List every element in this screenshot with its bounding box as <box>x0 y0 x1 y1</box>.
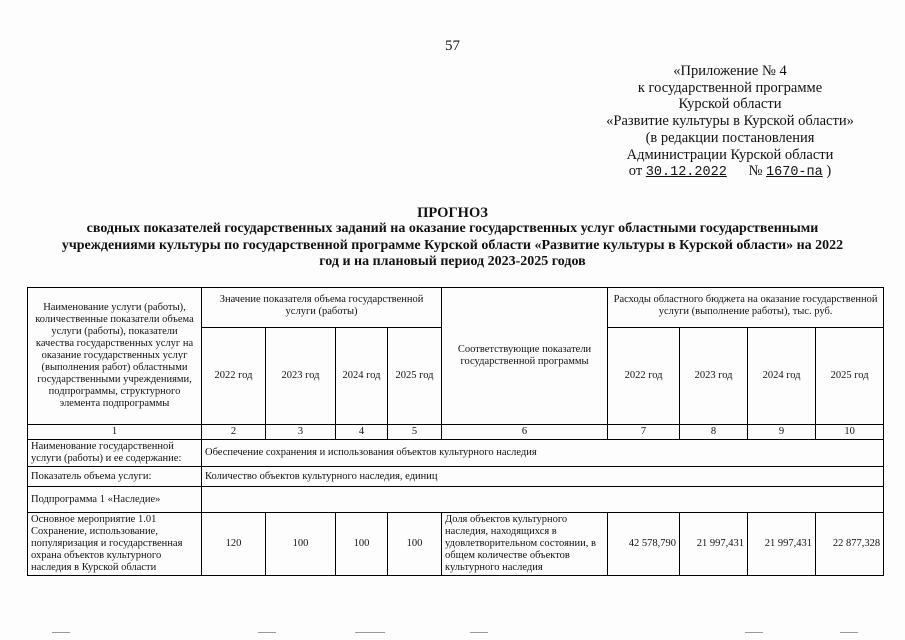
measure-volume-2024: 100 <box>336 513 388 576</box>
measure-indicator: Доля объектов культурного наследия, находящихся в удовлетворительном состоянии, в общем количестве объектов культурного наследия <box>442 513 608 576</box>
year-header-volume-2025: 2025 год <box>388 328 442 425</box>
footer-divider <box>840 632 858 633</box>
year-header-expense-2022: 2022 год <box>608 328 680 425</box>
footer-divider <box>52 632 70 633</box>
measure-volume-2022: 120 <box>202 513 266 576</box>
volume-label: Показатель объема услуги: <box>28 467 202 487</box>
appendix-date-line <box>560 163 900 182</box>
measure-volume-2025: 100 <box>388 513 442 576</box>
appendix-line-6: Администрации Курской области <box>626 146 834 163</box>
header-row-1 <box>28 288 884 328</box>
volume-row <box>28 467 884 487</box>
subprogram-label: Подпрограмма 1 «Наследие» <box>28 487 202 513</box>
col1-header: Наименование услуги (работы), количественные показатели объема услуги (работы), показатели качества государственных услуг на оказание государственных услуг (выполнения работ) областными государственными учреждениями, подпрограммы, структурного элемента подпрограммы <box>28 288 202 425</box>
indicators-header: Соответствующие показатели государственной программы <box>442 288 608 425</box>
volume-header: Значение показателя объема государственной услуги (работы) <box>202 288 442 328</box>
appendix-line-4: «Развитие культуры в Курской области» <box>606 113 854 130</box>
col-number: 2 <box>202 425 266 440</box>
measure-row <box>28 513 884 576</box>
col-number: 4 <box>336 425 388 440</box>
measure-volume-2023: 100 <box>266 513 336 576</box>
appendix-line-2: к государственной программе <box>637 79 823 96</box>
subprogram-empty <box>202 487 884 513</box>
number-value: 1670-па <box>766 165 823 181</box>
col-number: 1 <box>28 425 202 440</box>
measure-expense-2022: 42 578,790 <box>608 513 680 576</box>
measure-expense-2025: 22 877,328 <box>816 513 884 576</box>
year-header-expense-2025: 2025 год <box>816 328 884 425</box>
appendix-block <box>560 63 900 182</box>
date-prefix: от <box>628 163 643 180</box>
volume-value: Количество объектов культурного наследия, единиц <box>202 467 884 487</box>
service-value: Обеспечение сохранения и использования объектов культурного наследия <box>202 440 884 467</box>
measure-expense-2023: 21 997,431 <box>680 513 748 576</box>
col-number: 5 <box>388 425 442 440</box>
appendix-line-3: Курской области <box>678 96 782 113</box>
measure-expense-2024: 21 997,431 <box>748 513 816 576</box>
column-number-row <box>28 425 884 440</box>
number-prefix: № <box>748 163 763 180</box>
footer-divider <box>355 632 385 633</box>
service-row <box>28 440 884 467</box>
closing-paren: ) <box>826 163 832 180</box>
expenses-header: Расходы областного бюджета на оказание государственной услуги (выполнение работы), тыс. руб. <box>608 288 884 328</box>
forecast-table <box>27 287 884 576</box>
col-number: 6 <box>442 425 608 440</box>
appendix-line-5: (в редакции постановления <box>645 129 815 146</box>
year-header-expense-2023: 2023 год <box>680 328 748 425</box>
subprogram-row <box>28 487 884 513</box>
page-number: 57 <box>445 38 460 54</box>
date-value: 30.12.2022 <box>645 165 727 181</box>
year-header-volume-2023: 2023 год <box>266 328 336 425</box>
year-header-volume-2022: 2022 год <box>202 328 266 425</box>
appendix-line-1: «Приложение № 4 <box>673 63 787 79</box>
measure-label: Основное мероприятие 1.01 Сохранение, использование, популяризация и государственная охрана объектов культурного наследия в Курской области <box>28 513 202 576</box>
col-number: 8 <box>680 425 748 440</box>
year-header-volume-2024: 2024 год <box>336 328 388 425</box>
footer-divider <box>745 632 763 633</box>
footer-divider <box>470 632 488 633</box>
col-number: 7 <box>608 425 680 440</box>
footer-divider <box>258 632 276 633</box>
col-number: 10 <box>816 425 884 440</box>
year-header-expense-2024: 2024 год <box>748 328 816 425</box>
document-title: ПРОГНОЗ <box>417 205 488 221</box>
col-number: 9 <box>748 425 816 440</box>
service-label: Наименование государственной услуги (работы) и ее содержание: <box>28 440 202 467</box>
col-number: 3 <box>266 425 336 440</box>
document-subtitle: сводных показателей государственных заданий на оказание государственных услуг областными государственными учреждениями культуры по государственной программе Курской области «Развитие культуры в Курской области» на 2022 год и на плановый период 2023-2025 годов <box>61 221 844 269</box>
